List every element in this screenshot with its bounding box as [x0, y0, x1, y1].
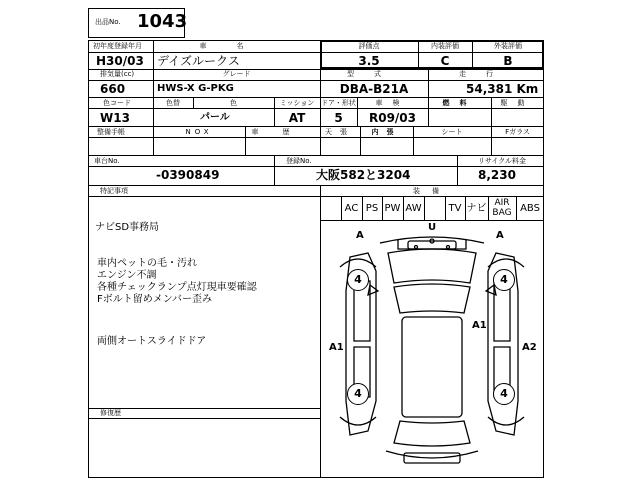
color-code-label: 色コード	[103, 99, 131, 107]
manual-label: 整備手帳	[97, 128, 125, 136]
mileage-label: 走行	[459, 70, 513, 78]
color-code-value: W13	[100, 111, 130, 125]
equip-tv: TV	[448, 203, 462, 214]
history-label: 車歴	[251, 128, 314, 136]
reg-label: 初年度登録年月	[93, 42, 142, 50]
seat-label: シート	[441, 128, 463, 136]
ceiling-label: 天張	[325, 128, 355, 136]
model-value: DBA-B21A	[339, 82, 409, 96]
inspection-value: R09/03	[368, 111, 417, 125]
row-line	[88, 185, 544, 186]
equip-pw: PW	[384, 203, 401, 214]
damage-right-side: A2	[522, 342, 537, 353]
note-line-5: Fボルト留めメンバー歪み	[97, 294, 213, 305]
row-line	[88, 126, 544, 127]
car-diagram	[320, 221, 544, 478]
chassis-value: -0390849	[156, 168, 220, 182]
row-line	[88, 108, 544, 109]
glass-label: Fガラス	[505, 128, 530, 136]
color-value: パール	[200, 112, 230, 123]
note-line-6: 両側オートスライドドア	[97, 336, 207, 347]
tire-front-right: 4	[493, 269, 515, 291]
recycle-label: リサイクル料金	[478, 157, 527, 165]
row-line	[88, 155, 544, 156]
recycle-value: 8,230	[478, 168, 516, 182]
row-line	[88, 137, 544, 138]
doors-value: 5	[334, 111, 343, 125]
doors-label: ドア・形状	[321, 99, 356, 107]
notes-label: 特記事項	[100, 187, 128, 195]
row-line	[88, 166, 544, 167]
score-value: 3.5	[358, 54, 380, 68]
damage-left-side: A1	[329, 342, 344, 353]
interior-label: 内装評価	[431, 42, 459, 50]
color-type-label: 色替	[166, 99, 180, 107]
lot-label: 出品No.	[95, 18, 121, 26]
equip-line	[424, 196, 425, 220]
damage-front-center: U	[428, 222, 437, 233]
equip-ac: AC	[344, 203, 359, 214]
lot-number: 1043	[137, 11, 188, 32]
nox-label: NOX	[185, 128, 213, 136]
grade-label: グレード	[222, 70, 251, 78]
repair-label: 修復歴	[100, 409, 121, 417]
equip-abs: ABS	[520, 203, 540, 214]
cc-value: 660	[100, 82, 126, 96]
col-line	[274, 155, 275, 185]
chassis-label: 車台No.	[94, 157, 120, 165]
mission-label: ミッション	[279, 99, 315, 107]
cc-label: 排気量(cc)	[100, 70, 135, 78]
plate-label: 登録No.	[286, 157, 312, 165]
tire-front-left: 4	[347, 269, 369, 291]
reg-value: H30/03	[96, 54, 144, 68]
row-line	[88, 418, 320, 419]
equip-aw: AW	[405, 203, 422, 214]
inspection-label: 車検	[375, 99, 410, 107]
interior-value: C	[440, 54, 450, 68]
equip-navi: ナビ	[466, 203, 487, 214]
fuel-label: 燃料	[442, 99, 477, 107]
grade-value: HWS-X G-PKG	[157, 83, 234, 94]
exterior-label: 外装評価	[494, 42, 522, 50]
name-label: 車名	[199, 42, 274, 50]
tire-rear-left: 4	[347, 383, 369, 405]
damage-front-right: A	[496, 230, 504, 241]
mission-value: AT	[288, 111, 306, 125]
equip-ps: PS	[365, 203, 379, 214]
row-line	[88, 97, 544, 98]
drive-label: 駆動	[500, 99, 535, 107]
damage-center-side: A1	[472, 320, 487, 331]
row-line	[88, 196, 544, 197]
equipment-label: 装備	[413, 187, 451, 195]
model-label: 型式	[347, 70, 401, 78]
equip-airbag: AIR BAG	[492, 198, 512, 218]
note-line-4: 各種チェックランプ点灯現車要確認	[97, 282, 257, 293]
plate-value: 大阪582と3204	[316, 168, 411, 182]
damage-front-left: A	[356, 230, 364, 241]
row-line	[88, 80, 544, 81]
col-line	[457, 155, 458, 185]
note-line-2: 車内ペットの毛・汚れ	[97, 258, 197, 269]
score-label: 評価点	[358, 42, 380, 50]
inner-label: 内張	[371, 128, 402, 136]
color-label: 色	[230, 99, 237, 107]
name-value: デイズルークス	[157, 54, 240, 68]
row-line	[88, 408, 320, 409]
exterior-value: B	[503, 54, 513, 68]
note-line-3: エンジン不調	[97, 270, 157, 281]
note-line-1: ナビSD事務局	[95, 222, 160, 233]
tire-rear-right: 4	[493, 383, 515, 405]
mileage-value: 54,381 Km	[466, 82, 539, 96]
